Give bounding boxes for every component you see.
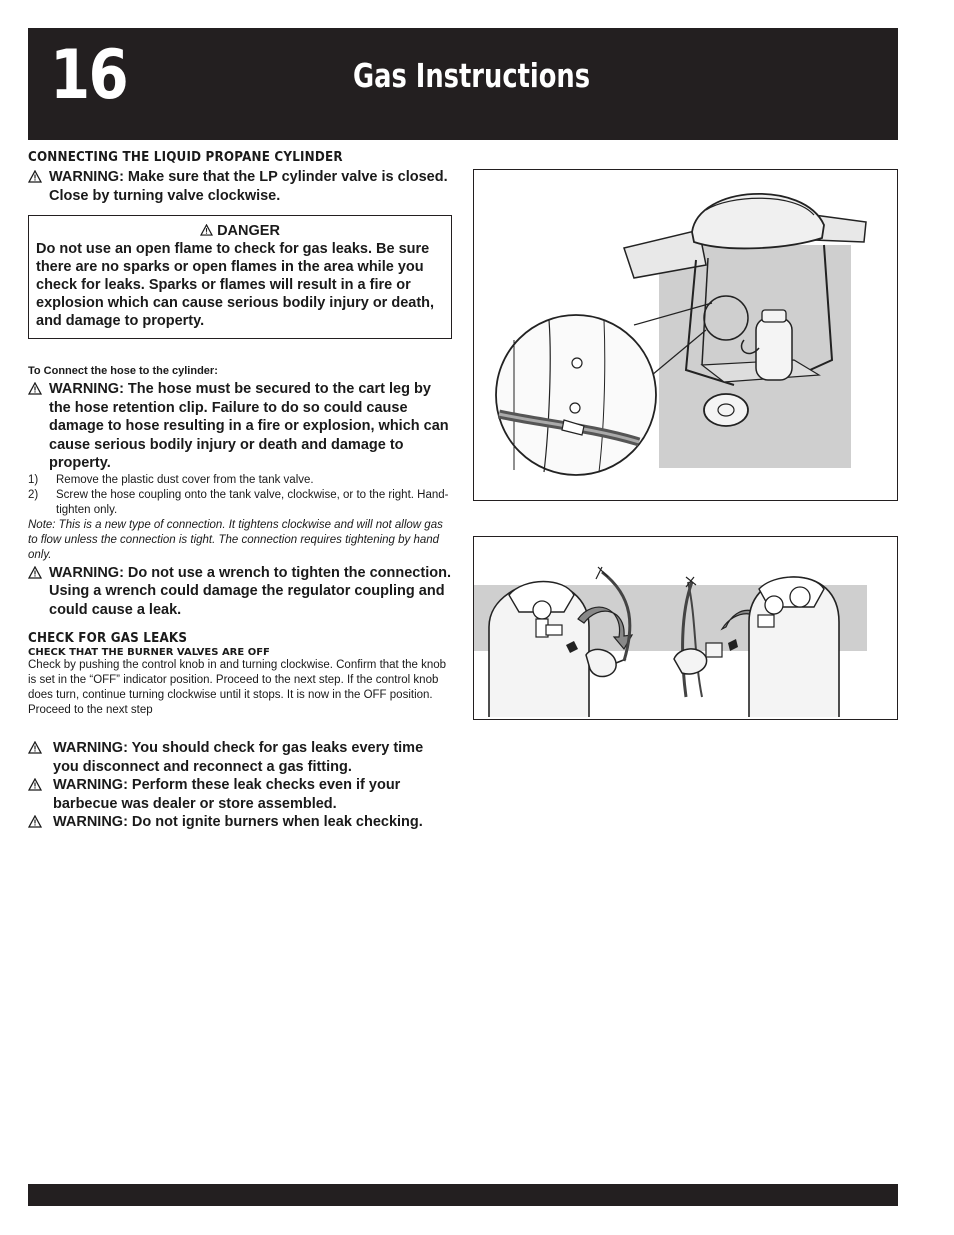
step-text: Screw the hose coupling onto the tank valve, clockwise, or to the right. Hand-tighten only. xyxy=(56,488,449,516)
warning-text: WARNING: Perform these leak checks even if your barbecue was dealer or store assembled. xyxy=(53,777,401,812)
warning-no-ignite xyxy=(28,813,452,832)
step-number: 1) xyxy=(28,473,39,486)
page-footer-bar xyxy=(28,1184,898,1206)
warning-triangle-icon xyxy=(28,566,42,579)
section-heading-connecting: CONNECTING THE LIQUID PROPANE CYLINDER xyxy=(28,150,343,165)
step-text: Remove the plastic dust cover from the tank valve. xyxy=(56,473,314,486)
danger-text: Do not use an open flame to check for gas leaks. Be sure there are no sparks or open flames in the area while you check for leaks. Sparks or flames will result in a fire or explosion which can cause serious bodily injury or death, and damage to property. xyxy=(36,241,435,329)
page-number: 16 xyxy=(50,36,128,115)
warning-dealer-assembled xyxy=(28,776,452,813)
subheading-burner-valves: CHECK THAT THE BURNER VALVES ARE OFF xyxy=(28,647,270,658)
warning-triangle-icon xyxy=(28,778,42,791)
grill-illustration xyxy=(474,170,897,500)
warning-triangle-icon xyxy=(200,224,213,236)
warning-text: WARNING: Do not use a wrench to tighten the connection. Using a wrench could damage the regulator coupling and could cause a leak. xyxy=(49,564,451,618)
warning-text: WARNING: Do not ignite burners when leak checking. xyxy=(53,814,423,830)
warning-no-wrench xyxy=(28,564,452,620)
connection-note: Note: This is a new type of connection. It tightens clockwise and will not allow gas to flow unless the connection is tight. The connection requires tightening by hand only. xyxy=(28,518,443,561)
warning-triangle-icon xyxy=(28,741,42,754)
warning-triangle-icon xyxy=(28,815,42,828)
warning-text: WARNING: The hose must be secured to the cart leg by the hose retention clip. Failure to do so could cause damage to hose resulting in a fire or explosion, which can cause serious bodily injury or death and damage to property. xyxy=(49,381,449,471)
warning-text: WARNING: Make sure that the LP cylinder valve is closed. Close by turning valve clockwise. xyxy=(49,169,448,204)
warning-text: WARNING: You should check for gas leaks every time you disconnect and reconnect a gas fitting. xyxy=(53,740,424,775)
warning-valve-closed xyxy=(28,168,452,205)
page-title: Gas Instructions xyxy=(353,56,591,95)
left-column xyxy=(28,150,452,832)
figure-grill-cylinder xyxy=(473,169,898,501)
step-2 xyxy=(28,488,452,518)
warning-triangle-icon xyxy=(28,170,42,183)
connect-heading: To Connect the hose to the cylinder: xyxy=(28,365,218,377)
step-1 xyxy=(28,473,452,488)
leaks-body-text: Check by pushing the control knob in and turning clockwise. Confirm that the knob is set in the “OFF” indicator position. Proceed to the next step. If the control knob does turn, continue turning clockwise until it stops. It is now in the OFF position. Proceed to the next step xyxy=(28,659,447,716)
warning-triangle-icon xyxy=(28,382,42,395)
section-heading-leaks: CHECK FOR GAS LEAKS xyxy=(28,631,188,646)
connection-illustration xyxy=(474,537,897,719)
danger-title-text: DANGER xyxy=(217,223,280,239)
page-header xyxy=(28,28,898,140)
danger-title xyxy=(36,222,444,240)
step-number: 2) xyxy=(28,488,39,501)
warning-every-time xyxy=(28,739,452,776)
warning-hose-clip xyxy=(28,380,452,473)
danger-box xyxy=(28,215,452,339)
figure-hose-connection xyxy=(473,536,898,720)
